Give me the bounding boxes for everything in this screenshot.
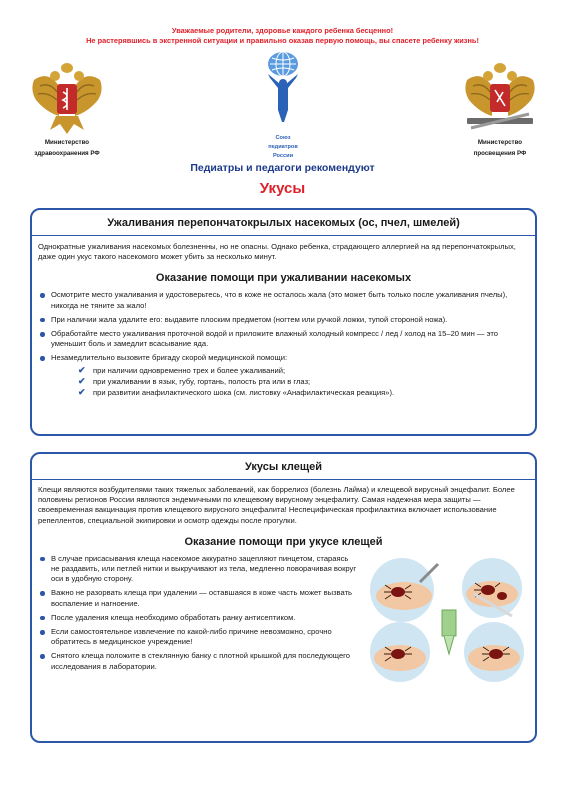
union-logo-icon (258, 50, 308, 128)
pediatric-union-logo (255, 50, 311, 160)
list-item (40, 329, 529, 349)
section2-subheading: Оказание помощи при укусе клещей (184, 535, 383, 548)
list-item (40, 315, 529, 325)
list-item-text: В случае присасывания клеща насекомое аккуратно зацепляют пинцетом, стараясь не раздавить, или петлей нитки и выкручивают из тела, медленно поворачивая вокруг оси в удобную сторону. (51, 553, 357, 584)
bullet-icon (40, 591, 45, 596)
list-item-text: При наличии жала удалите его: выдавите плоским предметом (ногтем или ручкой ложки, тупой стороной ножа). (51, 314, 448, 324)
section2-intro: Клещи являются возбудителями таких тяжелых заболеваний, как боррелиоз (болезнь Лайма) и клещевой вирусный энцефалит. Более половины регионов России являются эндемичными по клещевому вирусному энцефалиту. Самая надежная мера защиты — своевременная вакцинация против клещевого вирусного энцефалита! Неспецифическая профилактика включает использование репеллентов, специальной экипировки и осмотр одежды после прогулки. (38, 485, 515, 525)
list-item-text: Снятого клеща положите в стеклянную банку с плотной крышкой для последующего исследования в лаборатории. (51, 651, 351, 671)
list-item-text: Обработайте место ужаливания проточной водой и приложите влажный холодный компресс / лед / холод на 15–20 мин — это уменьшит боль и замедлит всасывание яда. (51, 329, 498, 349)
page-title: Укусы (259, 180, 306, 197)
page-subtitle: Педиатры и педагоги рекомендуют (190, 162, 375, 174)
bullet-icon (40, 332, 45, 337)
list-item (40, 353, 529, 397)
list-item-text: Осмотрите место ужаливания и удостоверьтесь, что в коже не осталось жала (это может быть только после ужаливания пчелы), никогда не тяните за жало! (51, 290, 508, 310)
section2-heading: Укусы клещей (32, 461, 535, 480)
section1-intro: Однократные ужаливания насекомых болезненны, но не опасны. Однако ребенка, страдающего аллергией на яд перепончатокрылых, даже один укус такого насекомого может убить за несколько минут. (38, 242, 516, 262)
check-item (78, 387, 529, 398)
emblem-left-icon (26, 56, 108, 136)
check-item (78, 365, 529, 376)
list-item (40, 651, 358, 671)
union-caption-2: педиатров (268, 144, 298, 150)
bullet-icon (40, 654, 45, 659)
tick-illustration (364, 554, 532, 684)
list-item-text: После удаления клеща необходимо обработать ранку антисептиком. (51, 612, 296, 622)
union-caption-1: Союз (275, 135, 291, 141)
list-item (40, 613, 358, 623)
list-item (40, 554, 358, 585)
check-item (78, 376, 529, 387)
section1-checklist (51, 365, 529, 398)
check-item-text: при наличии одновременно трех и более ужаливаний; (93, 365, 286, 375)
check-item-text: при ужаливании в язык, губу, гортань, полость рта или в глаз; (93, 376, 311, 386)
bullet-icon (40, 630, 45, 635)
check-icon: ✔ (78, 364, 86, 375)
list-item (40, 627, 358, 647)
insect-sting-section (30, 208, 537, 436)
tick-bite-section (30, 452, 537, 743)
bullet-icon (40, 356, 45, 361)
ministry-health-logo (12, 56, 122, 158)
bullet-icon (40, 293, 45, 298)
header-line-2: Не растерявшись в экстренной ситуации и правильно оказав первую помощь, вы спасете ребенку жизнь! (86, 36, 479, 45)
section1-heading: Ужаливания перепончатокрылых насекомых (ос, пчел, шмелей) (32, 217, 535, 236)
list-item-text: Если самостоятельное извлечение по какой-либо причине невозможно, срочно обратитесь в медицинское учреждение! (51, 627, 332, 647)
right-logo-caption-2: просвещения РФ (473, 150, 527, 157)
right-logo-caption-1: Министерство (477, 139, 523, 146)
union-caption-3: России (272, 153, 294, 159)
list-item (40, 588, 358, 608)
check-item-text: при развитии анафилактического шока (см. листовку «Анафилактическая реакция»). (93, 387, 395, 397)
header-line-1: Уважаемые родители, здоровье каждого ребенка бесценно! (171, 26, 394, 35)
left-logo-caption-2: здравоохранения РФ (34, 150, 100, 157)
bullet-icon (40, 557, 45, 562)
emblem-right-icon (459, 56, 541, 136)
list-item-text: Важно не разорвать клеща при удалении — оставшаяся в коже часть может вызвать воспаление и нагноение. (51, 588, 352, 608)
check-icon: ✔ (78, 375, 86, 386)
tick-removal-illustration (364, 554, 534, 689)
list-item (40, 290, 529, 310)
list-item-text: Незамедлительно вызовите бригаду скорой медицинской помощи: (51, 353, 288, 363)
ministry-education-logo (445, 56, 555, 158)
bullet-icon (40, 318, 45, 323)
bullet-icon (40, 616, 45, 621)
section1-subheading: Оказание помощи при ужаливании насекомых (155, 272, 412, 285)
check-icon: ✔ (78, 386, 86, 397)
section1-bullets (32, 290, 535, 397)
section2-bullets (32, 554, 364, 672)
left-logo-caption-1: Министерство (44, 139, 90, 146)
